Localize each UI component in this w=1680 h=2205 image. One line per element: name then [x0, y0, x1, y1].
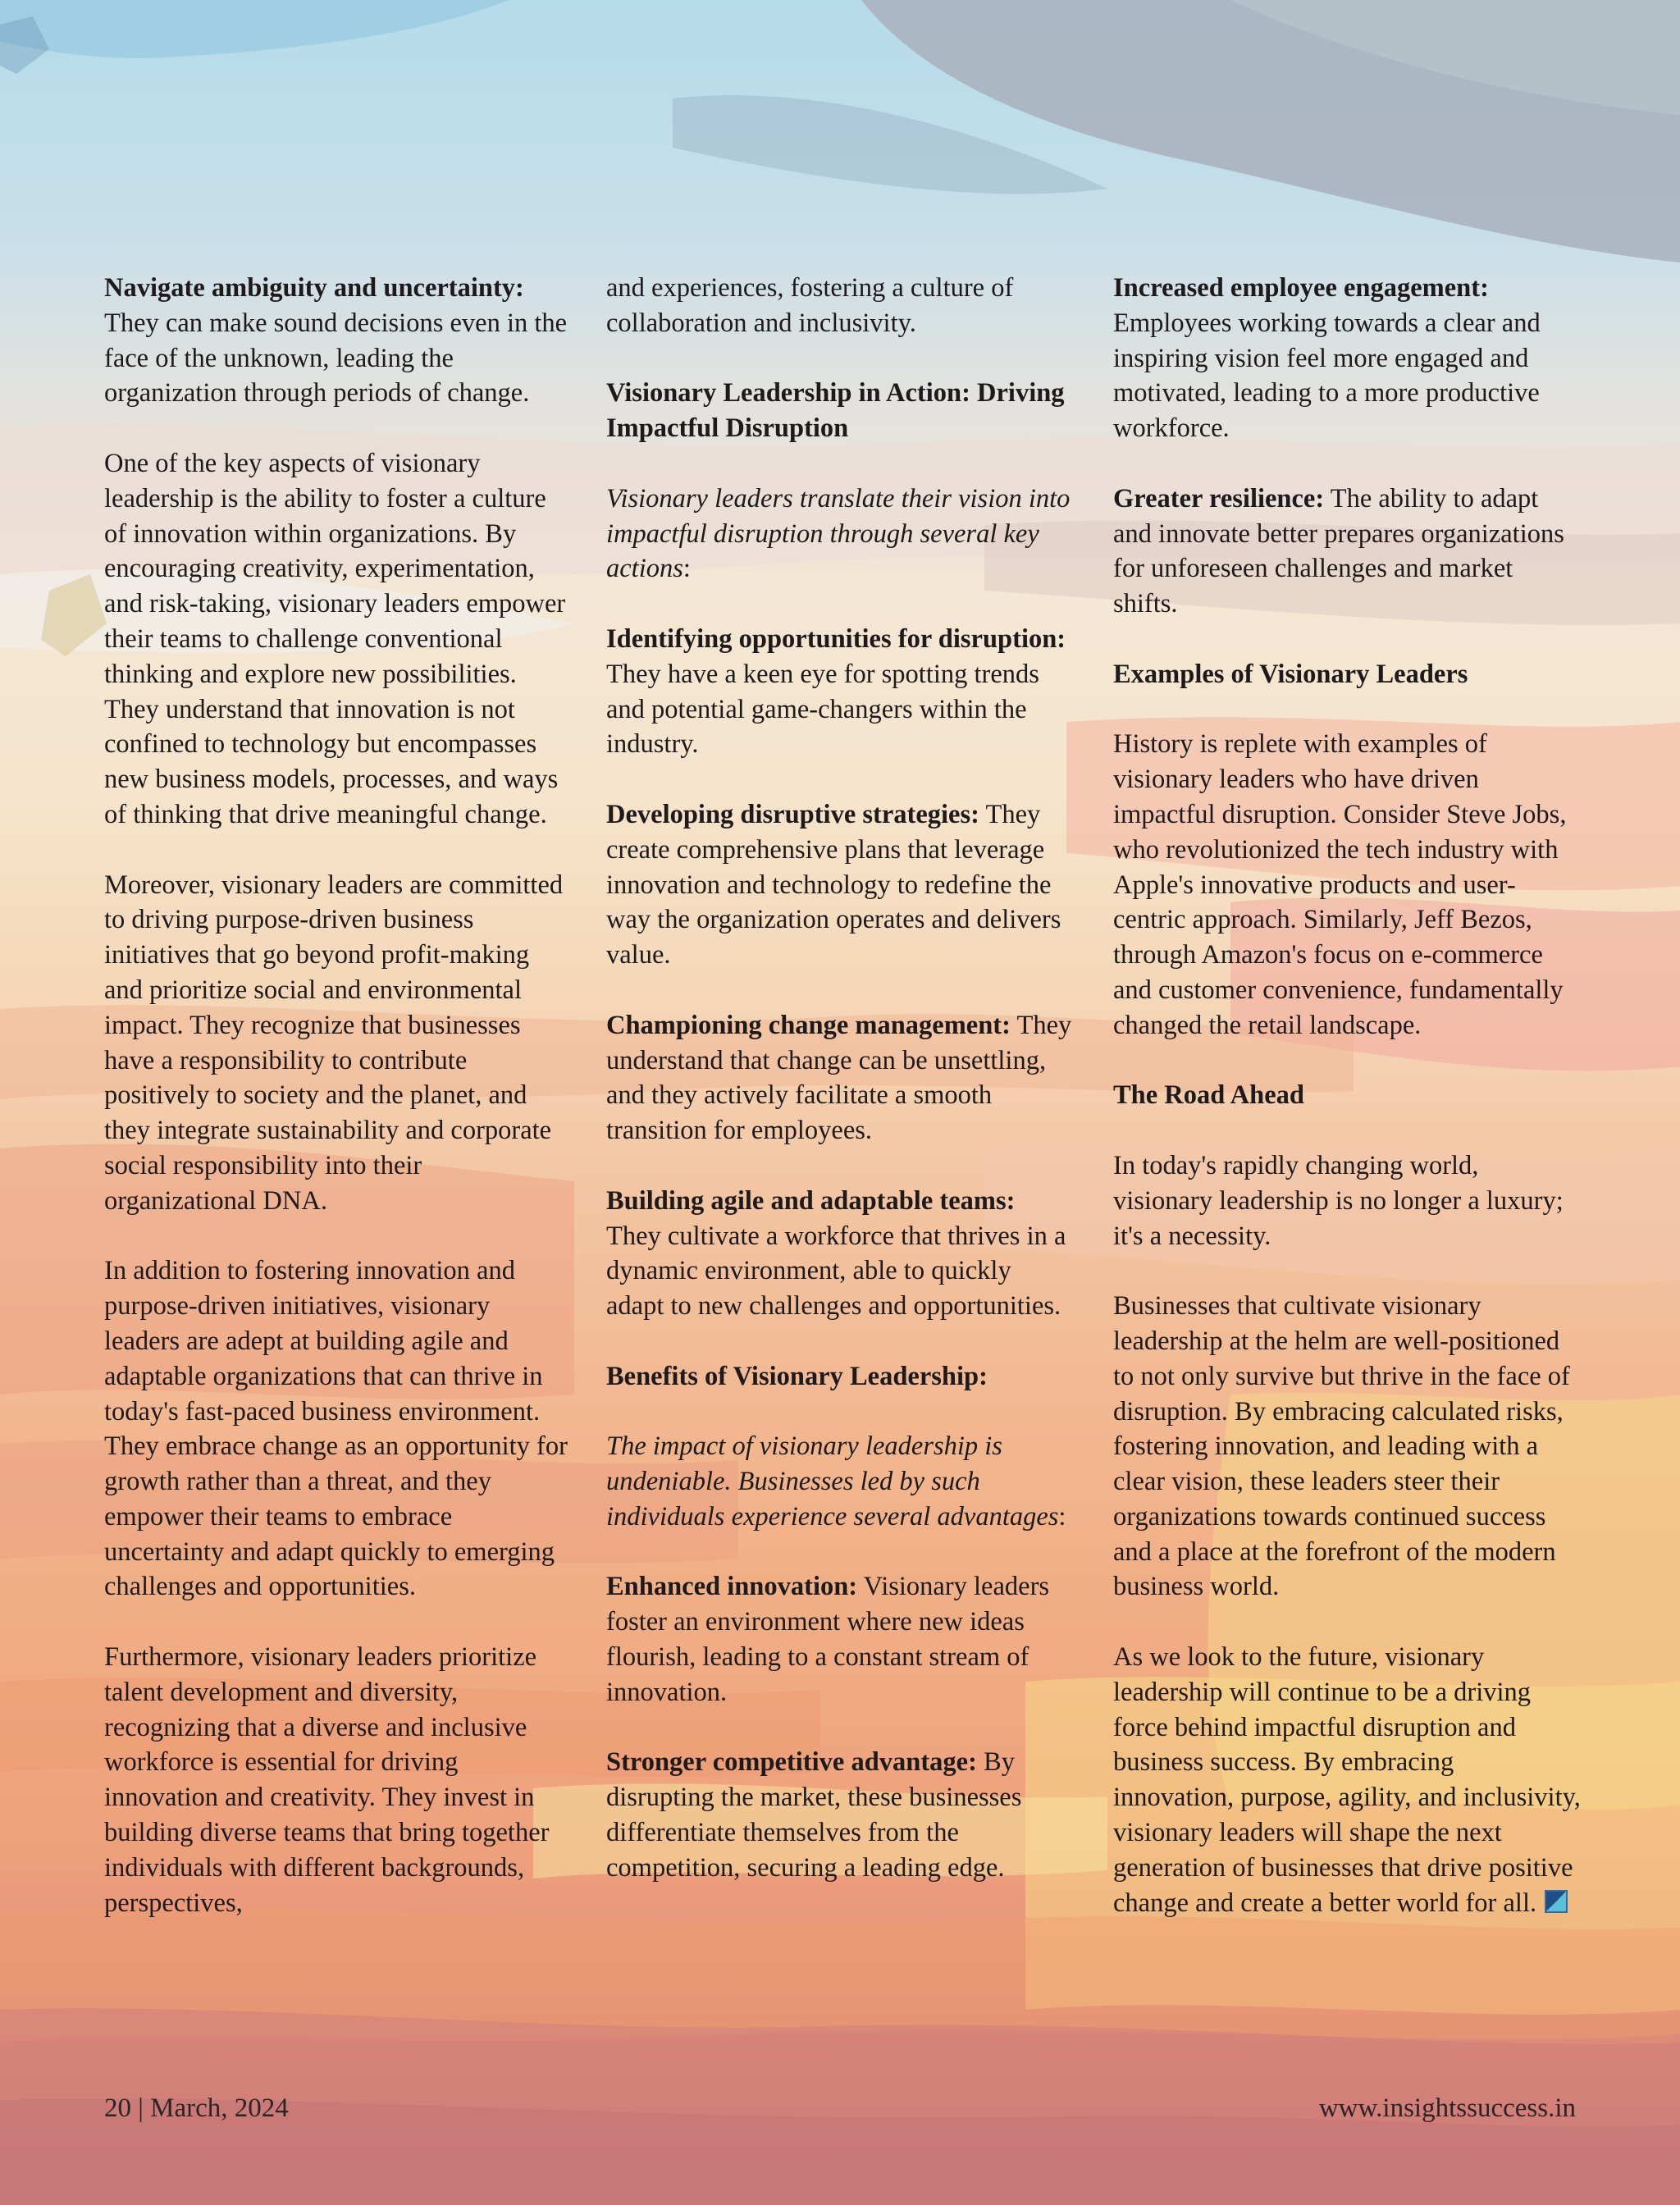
paragraph-culture-of-innovation: One of the key aspects of visionary leadership is the ability to foster a culture of innovation within organizations. By encouraging creativity, experimentation, and risk-taking, visionary leaders empower their teams to challenge conventional thinking and explore new possibilities. They understand that innovation is not confined to technology but encompasses new business models, processes, and ways of thinking that drive meaningful change. [104, 448, 566, 829]
benefit-employee-engagement [1113, 271, 1581, 446]
text-enhanced-innovation: Visionary leaders foster an environment where new ideas flourish, leading to a constant stream of innovation. [606, 1572, 1050, 1707]
paragraph-talent-diversity: Furthermore, visionary leaders prioritize talent development and diversity, recognizing that a diverse and inclusive workforce is essential for driving innovation and creativity. They invest in building diverse teams that bring together individuals with different backgrounds, perspectives, [104, 1642, 550, 1918]
paragraph-collaboration: and experiences, fostering a culture of collaboration and inclusivity. [606, 273, 1014, 338]
paragraph-agile-organizations: In addition to fostering innovation and purpose-driven initiatives, visionary leaders are adept at building agile and adaptable organizations that can thrive in today's fast-paced business environment. They embrace change as an opportunity for growth rather than a threat, and they empower their teams to embrace uncertainty and adapt quickly to emerging challenges and opportunities. [104, 1256, 568, 1602]
intro-advantages-colon: : [1058, 1501, 1066, 1532]
intro-key-actions-colon: : [682, 554, 691, 584]
lead-navigate-ambiguity: Navigate ambiguity and uncertainty: [104, 273, 524, 303]
text-greater-resilience: The ability to adapt and innovate better prepares organizations for unforeseen challenges and market shifts. [1113, 483, 1564, 619]
column-middle [606, 271, 1074, 1886]
column-right [1113, 271, 1581, 1920]
intro-key-actions [606, 482, 1074, 587]
benefit-greater-resilience [1113, 482, 1581, 622]
lead-greater-resilience: Greater resilience: [1113, 483, 1325, 514]
paragraph-purpose-driven: Moreover, visionary leaders are committed to driving purpose-driven business initiatives that go beyond profit-making and prioritize social and environmental impact. They recognize that businesses have a responsibility to contribute positively to society and the planet, and they integrate sustainability and corporate social responsibility into their organizational DNA. [104, 870, 564, 1216]
paragraph-examples: History is replete with examples of visionary leaders who have driven impactful disruption. Consider Steve Jobs, who revolutionized the tech industry with Apple's innovative products and user-centric approach. Similarly, Jeff Bezos, through Amazon's focus on e-commerce and customer convenience, fundamentally changed the retail landscape. [1113, 729, 1567, 1040]
text-disruptive-strategies: They create comprehensive plans that leverage innovation and technology to redefine the way the organization operates and delivers value. [606, 799, 1061, 970]
intro-advantages-italic: The impact of visionary leadership is undeniable. Businesses led by such individuals experience several advantages [606, 1431, 1059, 1532]
page-number-date: 20 | March, 2024 [104, 2093, 289, 2123]
column-left [104, 271, 572, 1920]
intro-advantages [606, 1429, 1074, 1534]
text-identifying-opportunities: They have a keen eye for spotting trends and potential game-changers within the industry. [606, 659, 1039, 760]
action-disruptive-strategies [606, 797, 1074, 973]
action-change-management [606, 1008, 1074, 1148]
paragraph-navigate-ambiguity [104, 271, 572, 411]
intro-key-actions-italic: Visionary leaders translate their vision into impactful disruption through several key actions [606, 483, 1071, 584]
lead-disruptive-strategies: Developing disruptive strategies: [606, 799, 979, 829]
lead-agile-teams: Building agile and adaptable teams: [606, 1185, 1016, 1216]
text-road-ahead-3: As we look to the future, visionary leadership will continue to be a driving force behind impactful disruption and business success. By embracing innovation, purpose, agility, and inclusivity, visionary leaders will shape the next generation of businesses that drive positive change and create a better world for all. [1113, 1642, 1581, 1918]
lead-enhanced-innovation: Enhanced innovation: [606, 1572, 858, 1602]
action-agile-teams [606, 1184, 1074, 1324]
paragraph-road-ahead-3 [1113, 1640, 1581, 1920]
heading-examples: Examples of Visionary Leaders [1113, 659, 1468, 689]
paragraph-road-ahead-1: In today's rapidly changing world, visionary leadership is no longer a luxury; it's a necessity. [1113, 1150, 1564, 1251]
website-url: www.insightssuccess.in [1318, 2093, 1576, 2123]
heading-leadership-in-action: Visionary Leadership in Action: Driving Impactful Disruption [606, 378, 1065, 444]
text-agile-teams: They cultivate a workforce that thrives in a dynamic environment, able to quickly adapt to new challenges and opportunities. [606, 1221, 1066, 1322]
text-change-management: They understand that change can be unsettling, and they actively facilitate a smooth transition for employees. [606, 1010, 1072, 1146]
heading-benefits: Benefits of Visionary Leadership: [606, 1361, 988, 1391]
lead-competitive-advantage: Stronger competitive advantage: [606, 1747, 977, 1778]
paragraph-road-ahead-2: Businesses that cultivate visionary leadership at the helm are well-positioned to not only survive but thrive in the face of disruption. By embracing calculated risks, fostering innovation, and leading with a clear vision, these leaders steer their organizations towards continued success and a place at the forefront of the modern business world. [1113, 1291, 1570, 1602]
heading-road-ahead: The Road Ahead [1113, 1080, 1304, 1111]
insights-success-end-mark-icon [1545, 1890, 1568, 1913]
benefit-competitive-advantage [606, 1745, 1074, 1885]
text-navigate-ambiguity: They can make sound decisions even in the face of the unknown, leading the organization through periods of change. [104, 308, 568, 409]
benefit-enhanced-innovation [606, 1569, 1074, 1710]
action-identifying-opportunities [606, 622, 1074, 762]
lead-employee-engagement: Increased employee engagement: [1113, 273, 1489, 303]
lead-change-management: Championing change management: [606, 1010, 1011, 1040]
text-competitive-advantage: By disrupting the market, these businesses differentiate themselves from the competition, securing a leading edge. [606, 1747, 1022, 1883]
lead-identifying-opportunities: Identifying opportunities for disruption: [606, 623, 1066, 654]
text-employee-engagement: Employees working towards a clear and inspiring vision feel more engaged and motivated, leading to a more productive workforce. [1113, 308, 1541, 444]
